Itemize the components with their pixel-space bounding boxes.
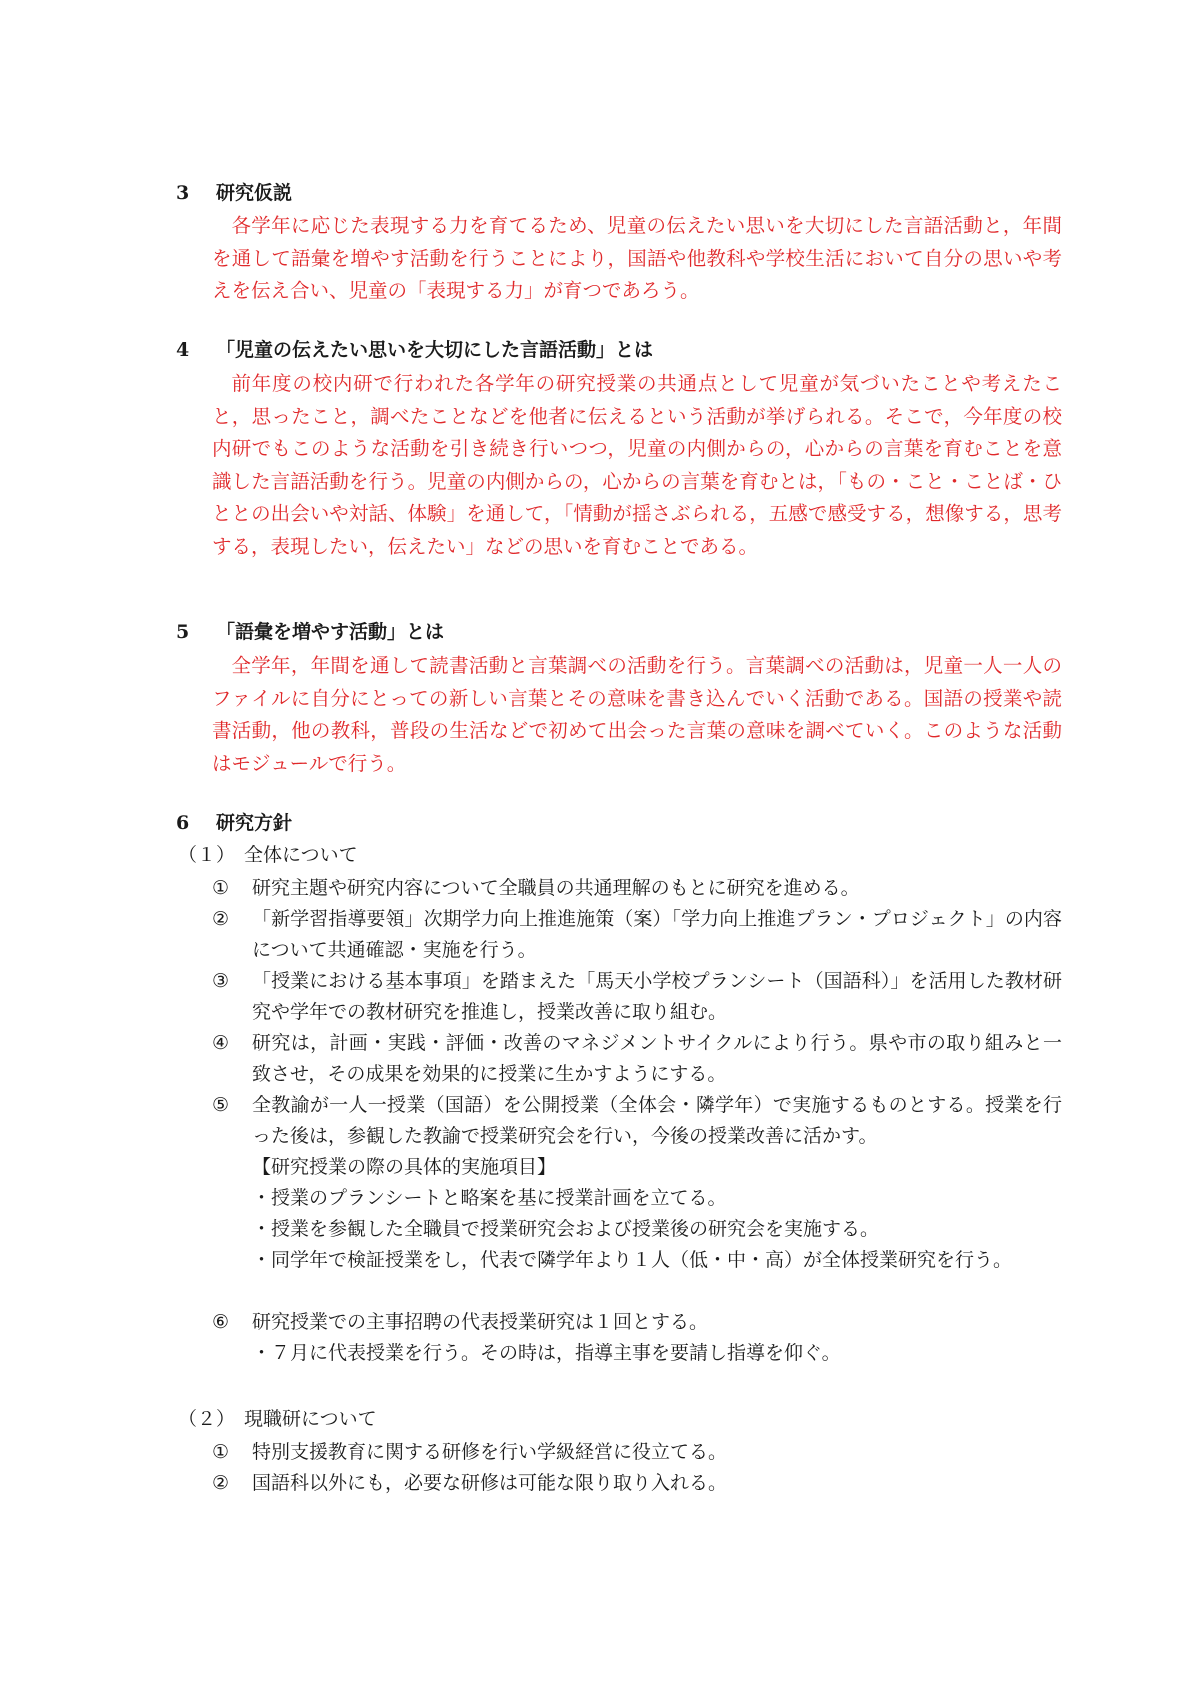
list-item [212, 966, 1062, 1028]
section-title: 研究仮説 [216, 182, 293, 204]
item-text: 研究授業での主事招聘の代表授業研究は１回とする。 [252, 1311, 709, 1333]
detail-bullet: ・授業のプランシートと略案を基に授業計画を立てる。 [252, 1187, 727, 1209]
detail-bullet: ・７月に代表授業を行う。その時は，指導主事を要請し指導を仰ぐ。 [252, 1342, 841, 1364]
item-mark: ④ [212, 1032, 230, 1054]
item-mark: ① [212, 1441, 230, 1463]
section-4-body: 前年度の校内研で行われた各学年の研究授業の共通点として児童が気づいたことや考えたこと，思ったこと，調べたことなどを他者に伝えるという活動が挙げられる。そこで，今年度の校内研でもこのような活動を引き続き行いつつ，児童の内側からの，心からの言葉を育むことを意識した言語活動を行う。児童の内側からの，心からの言葉を育むとは，「もの・こと・ことば・ひととの出会いや対話、体験」を通して，「情動が揺さぶられる，五感で感受する，想像する，思考する，表現したい，伝えたい」などの思いを育むことである。 [212, 372, 1062, 558]
section-number: 5 [176, 621, 190, 643]
section-4-heading [176, 337, 653, 363]
item-mark: ⑥ [212, 1311, 230, 1333]
section-title: 研究方針 [216, 812, 293, 834]
part-number: （２） [178, 1408, 236, 1430]
list-item [212, 1307, 1062, 1338]
list-item [212, 904, 1062, 966]
item-mark: ② [212, 1472, 230, 1494]
section-number: 6 [176, 812, 190, 834]
section-5-heading [176, 619, 444, 645]
part-number: （１） [178, 844, 236, 866]
item-text: 研究主題や研究内容について全職員の共通理解のもとに研究を進める。 [252, 877, 860, 899]
item-mark: ⑤ [212, 1094, 230, 1116]
section-6-heading [176, 810, 292, 836]
list-item [212, 873, 1062, 904]
item-mark: ① [212, 877, 230, 899]
list-item [212, 1028, 1062, 1090]
item-text: 「授業における基本事項」を踏まえた「馬天小学校プランシート（国語科）」を活用した教材研究や学年での教材研究を推進し，授業改善に取り組む。 [252, 970, 1062, 1023]
part-title: 現職研について [244, 1408, 377, 1430]
detail-heading: 【研究授業の際の具体的実施項目】 [252, 1156, 557, 1178]
item-6-detail [252, 1338, 1062, 1369]
section-title: 「語彙を増やす活動」とは [216, 621, 445, 643]
section-5-body: 全学年，年間を通して読書活動と言葉調べの活動を行う。言葉調べの活動は，児童一人一人のファイルに自分にとっての新しい言葉とその意味を書き込んでいく活動である。国語の授業や読書活動，他の教科，普段の生活などで初めて出会った言葉の意味を調べていく。このような活動はモジュールで行う。 [212, 654, 1062, 775]
item-text: 国語科以外にも，必要な研修は可能な限り取り入れる。 [252, 1472, 728, 1494]
item-text: 研究は，計画・実践・評価・改善のマネジメントサイクルにより行う。県や市の取り組みと一致させ，その成果を効果的に授業に生かすようにする。 [252, 1032, 1062, 1085]
section-3-heading [176, 180, 292, 206]
section-number: 4 [176, 339, 190, 361]
list-item [212, 1468, 1062, 1499]
detail-bullet: ・授業を参観した全職員で授業研究会および授業後の研究会を実施する。 [252, 1218, 880, 1240]
part-1-heading [178, 842, 358, 868]
section-title: 「児童の伝えたい思いを大切にした言語活動」とは [216, 339, 654, 361]
item-text: 「新学習指導要領」次期学力向上推進施策（案）「学力向上推進プラン・プロジェクト」の内容について共通確認・実施を行う。 [252, 908, 1062, 961]
section-3-body: 各学年に応じた表現する力を育てるため、児童の伝えたい思いを大切にした言語活動と，年間を通して語彙を増やす活動を行うことにより，国語や他教科や学校生活において自分の思いや考えを伝え合い、児童の「表現する力」が育つであろう。 [212, 214, 1062, 302]
list-item [212, 1090, 1062, 1152]
item-5-detail [252, 1152, 1062, 1276]
detail-bullet: ・同学年で検証授業をし，代表で隣学年より１人（低・中・高）が全体授業研究を行う。 [252, 1249, 1013, 1271]
item-text: 全教諭が一人一授業（国語）を公開授業（全体会・隣学年）で実施するものとする。授業を行った後は，参観した教諭で授業研究会を行い，今後の授業改善に活かす。 [252, 1094, 1062, 1147]
list-item [212, 1437, 1062, 1468]
item-text: 特別支援教育に関する研修を行い学級経営に役立てる。 [252, 1441, 728, 1463]
section-number: 3 [176, 182, 190, 204]
item-mark: ② [212, 908, 230, 930]
item-mark: ③ [212, 970, 230, 992]
part-2-heading [178, 1406, 377, 1432]
part-title: 全体について [244, 844, 358, 866]
